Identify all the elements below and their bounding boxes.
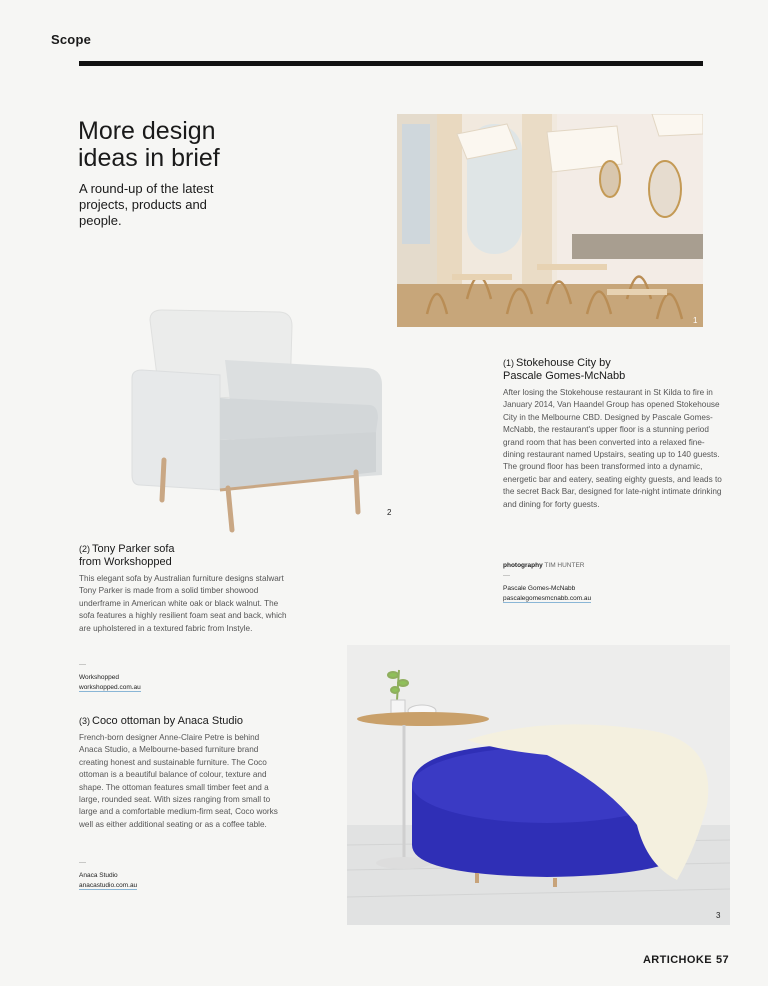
page-title-line-1: More design [78, 117, 216, 145]
item-3-body: French-born designer Anne-Claire Petre is behind Anaca Studio, a Melbourne-based furniture brand creating honest and sustainable furniture. The Coco ottoman is a beautiful balance of colour, texture and shape. The ottoman features small timber feet and a large, rounded seat. With sizes ranging from small to large and a comfortable medium-firm seat, Coco works well as either additional seating or as a coffee table. [79, 733, 278, 829]
item-2-body: This elegant sofa by Australian furniture designs stalwart Tony Parker is made from a solid timber showood underframe in American white oak or black walnut. The sofa features a highly resilient foam seat and back, which are upholstered in a textured fabric from Instyle. [79, 574, 287, 633]
item-3-title [79, 715, 243, 728]
page-title-line-2: ideas in brief [78, 144, 220, 172]
photo-credit-label: photography [503, 562, 543, 569]
item-2-contact-name: Workshopped [79, 674, 119, 681]
item-2-contact [79, 673, 141, 692]
restaurant-interior-photo [397, 114, 703, 327]
item-1-title-line-2: Pascale Gomes-McNabb [503, 370, 626, 382]
item-1-body: After losing the Stokehouse restaurant in St Kilda to fire in January 2014, Van Haandel Group has opened Stokehouse City in the Melbourne CBD. Designed by Pascale Gomes-McNabb, the restaurant's upper floor is a stunning period grand room that has been converted into a relaxed fine-dining restaurant named Upstairs, seating up to 140 guests. The ground floor has been transformed into a dynamic, energetic bar and eatery, seating eighty guests, and leads to the secret Back Bar, designed for late-night intimate drinking and dining for forty guests. [503, 388, 722, 509]
item-1-number: (1) [503, 358, 514, 368]
armchair-photo [120, 300, 390, 540]
item-1-website-link[interactable]: pascalegomesmcnabb.com.au [503, 594, 592, 602]
page-title [78, 118, 220, 172]
page-footer [639, 954, 729, 966]
photographer-name: TIM HUNTER [544, 562, 585, 569]
standfirst: A round-up of the latest projects, products and people. [79, 181, 214, 228]
item-2-title [79, 543, 175, 569]
magazine-name: ARTICHOKE [642, 954, 712, 966]
item-3-number: (3) [79, 716, 90, 726]
item-1-contact [503, 584, 591, 603]
item-3-website-link[interactable]: anacastudio.com.au [79, 881, 138, 889]
figure-number-1: 1 [693, 316, 698, 325]
item-3-contact-name: Anaca Studio [79, 872, 118, 879]
item-2-title-line-1: Tony Parker sofa [92, 543, 175, 555]
figure-number-2: 2 [387, 508, 392, 517]
item-1-dash: — [503, 572, 510, 579]
item-1-title [503, 357, 625, 383]
item-1-title-line-1: Stokehouse City by [516, 357, 611, 369]
item-3-dash: — [79, 859, 86, 866]
item-3-title-text: Coco ottoman by Anaca Studio [92, 715, 244, 727]
figure-number-3: 3 [716, 911, 721, 920]
photo-credit [503, 562, 585, 569]
item-2-website-link[interactable]: workshopped.com.au [79, 683, 141, 691]
section-label: Scope [51, 32, 92, 47]
item-2-number: (2) [79, 544, 90, 554]
page-number: 57 [715, 954, 729, 966]
item-2-title-line-2: from Workshopped [79, 556, 172, 568]
item-3-contact [79, 871, 137, 890]
ottoman-photo [347, 645, 730, 925]
header-rule [79, 61, 703, 66]
item-1-contact-name: Pascale Gomes-McNabb [503, 585, 576, 592]
item-2-dash: — [79, 661, 86, 668]
